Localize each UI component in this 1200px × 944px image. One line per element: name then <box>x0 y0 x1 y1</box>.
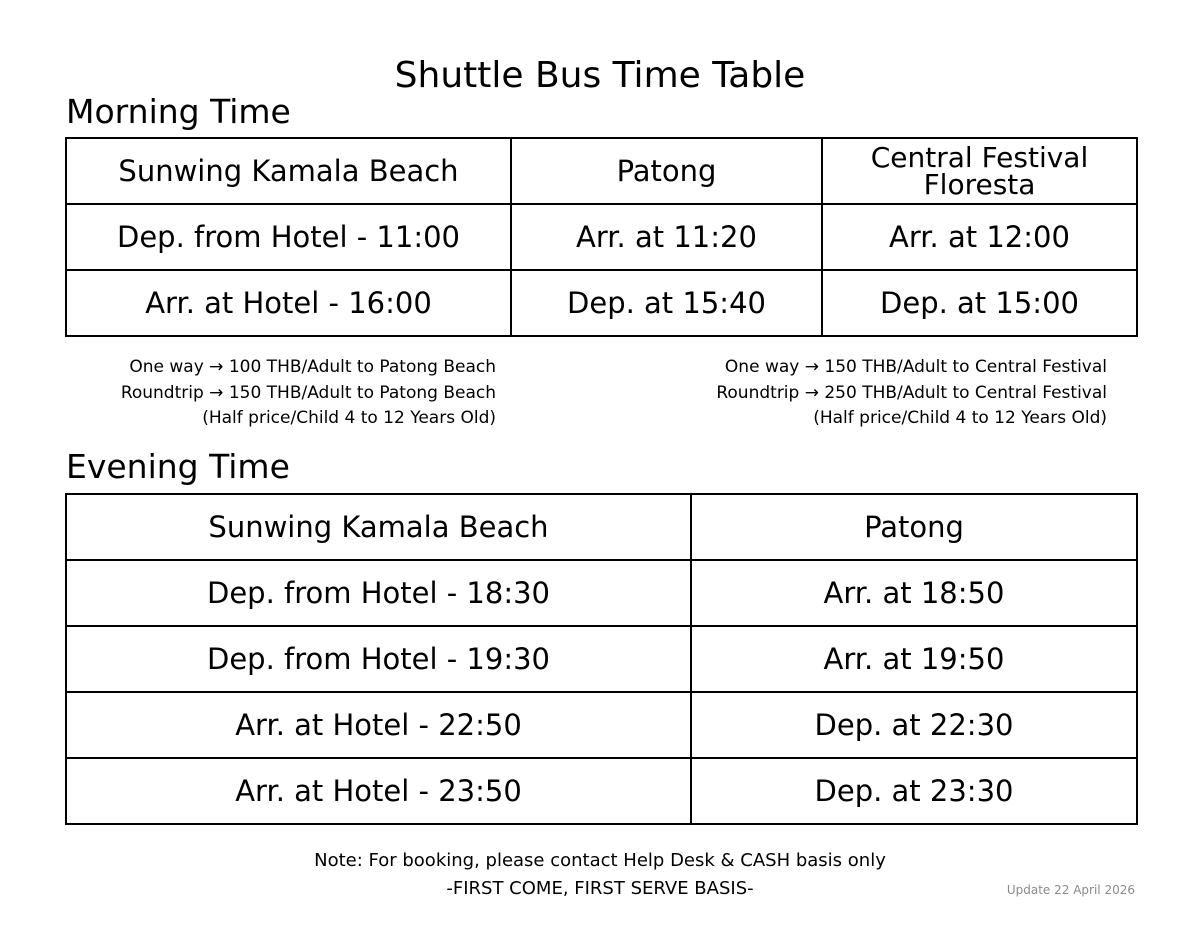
update-date: Update 22 April 2026 <box>1006 883 1135 897</box>
table-row <box>66 758 1137 824</box>
table-cell: Dep. from Hotel - 11:00 <box>66 204 511 270</box>
table-cell: Arr. at Hotel - 22:50 <box>66 692 691 758</box>
table-row <box>66 560 1137 626</box>
table-cell: Dep. at 23:30 <box>691 758 1137 824</box>
booking-note: Note: For booking, please contact Help Desk & CASH basis only <box>314 850 886 871</box>
page-title: Shuttle Bus Time Table <box>394 55 806 96</box>
table-row <box>66 204 1137 270</box>
price-note: One way → 150 THB/Adult to Central Festival <box>724 357 1107 377</box>
table-cell: Dep. at 15:00 <box>822 270 1137 336</box>
table-header-row <box>66 138 1137 204</box>
header-cell: Patong <box>691 494 1137 560</box>
price-note: Roundtrip → 150 THB/Adult to Patong Beach <box>120 382 496 403</box>
central-festival-price-notes <box>696 355 1107 432</box>
price-note: (Half price/Child 4 to 12 Years Old) <box>813 408 1107 428</box>
table-row <box>66 270 1137 336</box>
table-cell: Arr. at 12:00 <box>822 204 1137 270</box>
header-cell: Sunwing Kamala Beach <box>66 138 511 204</box>
morning-section-title: Morning Time <box>66 92 291 131</box>
table-cell: Dep. at 15:40 <box>511 270 822 336</box>
table-cell: Arr. at 18:50 <box>691 560 1137 626</box>
header-cell-line: Central Festival <box>870 141 1089 174</box>
header-cell <box>822 138 1137 204</box>
table-cell: Dep. from Hotel - 18:30 <box>66 560 691 626</box>
price-note: (Half price/Child 4 to 12 Years Old) <box>202 408 496 428</box>
table-row <box>66 626 1137 692</box>
evening-timetable <box>65 493 1138 825</box>
table-cell: Dep. at 22:30 <box>691 692 1137 758</box>
table-cell: Arr. at Hotel - 16:00 <box>66 270 511 336</box>
table-cell: Dep. from Hotel - 19:30 <box>66 626 691 692</box>
header-cell: Patong <box>511 138 822 204</box>
header-cell-line: Floresta <box>923 168 1036 201</box>
first-come-note: -FIRST COME, FIRST SERVE BASIS- <box>446 878 754 899</box>
table-cell: Arr. at 19:50 <box>691 626 1137 692</box>
price-note: Roundtrip → 250 THB/Adult to Central Festival <box>716 382 1107 403</box>
table-cell: Arr. at Hotel - 23:50 <box>66 758 691 824</box>
table-header-row <box>66 494 1137 560</box>
patong-price-notes <box>100 355 496 432</box>
price-note: One way → 100 THB/Adult to Patong Beach <box>129 357 496 377</box>
header-cell: Sunwing Kamala Beach <box>66 494 691 560</box>
evening-section-title: Evening Time <box>66 447 290 486</box>
morning-timetable <box>65 137 1138 337</box>
table-row <box>66 692 1137 758</box>
table-cell: Arr. at 11:20 <box>511 204 822 270</box>
